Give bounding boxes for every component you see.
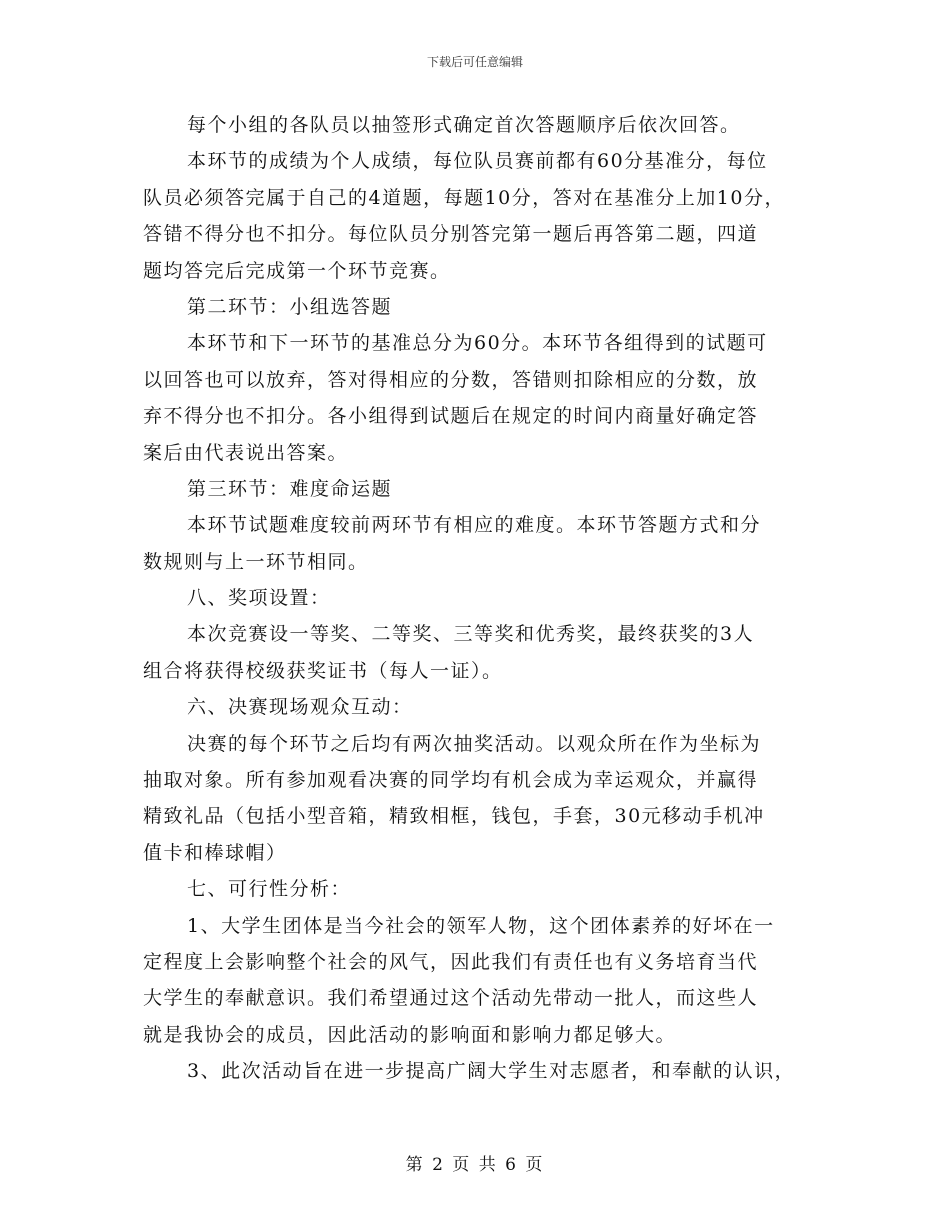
text-line: 答错不得分也不扣分。每位队员分别答完第一题后再答第二题，四道	[143, 223, 759, 246]
text-line: 大学生的奉献意识。我们希望通过这个活动先带动一批人，而这些人	[143, 987, 759, 1010]
text-line: 定程度上会影响整个社会的风气，因此我们有责任也有义务培育当代	[143, 950, 759, 973]
text-line: 案后由代表说出答案。	[143, 441, 349, 464]
text-line: 值卡和棒球帽）	[143, 841, 287, 864]
page-footer: 第 2 页 共 6 页	[405, 1155, 545, 1175]
text-line: 本环节试题难度较前两环节有相应的难度。本环节答题方式和分	[187, 514, 762, 537]
text-line: 本次竞赛设一等奖、二等奖、三等奖和优秀奖，最终获奖的3人	[187, 623, 755, 646]
text-line: 六、决赛现场观众互动：	[187, 696, 413, 719]
text-line: 就是我协会的成员，因此活动的影响面和影响力都足够大。	[143, 1023, 677, 1046]
text-line: 以回答也可以放弃，答对得相应的分数，答错则扣除相应的分数，放	[143, 368, 759, 391]
document-body	[143, 112, 833, 1095]
text-line: 第三环节：难度命运题	[187, 477, 393, 500]
text-line: 题均答完后完成第一个环节竞赛。	[143, 259, 451, 282]
text-line: 1、大学生团体是当今社会的领军人物，这个团体素养的好坏在一	[187, 914, 775, 937]
text-line: 本环节和下一环节的基准总分为60分。本环节各组得到的试题可	[187, 332, 768, 355]
text-line: 精致礼品（包括小型音箱，精致相框，钱包，手套，30元移动手机冲	[143, 805, 765, 828]
text-line: 数规则与上一环节相同。	[143, 550, 369, 573]
text-line: 七、可行性分析：	[187, 878, 352, 901]
text-line: 本环节的成绩为个人成绩，每位队员赛前都有60分基准分，每位	[187, 150, 768, 173]
text-line: 队员必须答完属于自己的4道题，每题10分，答对在基准分上加10分，	[143, 186, 785, 209]
text-line: 第二环节：小组选答题	[187, 295, 393, 318]
text-line: 决赛的每个环节之后均有两次抽奖活动。以观众所在作为坐标为	[187, 732, 762, 755]
text-line: 抽取对象。所有参加观看决赛的同学均有机会成为幸运观众，并赢得	[143, 769, 759, 792]
text-line: 每个小组的各队员以抽签形式确定首次答题顺序后依次回答。	[187, 114, 741, 136]
text-line: 八、奖项设置：	[187, 587, 331, 610]
page-header: 下载后可任意编辑	[426, 55, 523, 69]
text-line: 3、此次活动旨在进一步提高广阔大学生对志愿者，和奉献的认识，	[187, 1060, 796, 1083]
text-line: 组合将获得校级获奖证书（每人一证）。	[143, 659, 503, 682]
text-line: 弃不得分也不扣分。各小组得到试题后在规定的时间内商量好确定答	[143, 405, 759, 428]
